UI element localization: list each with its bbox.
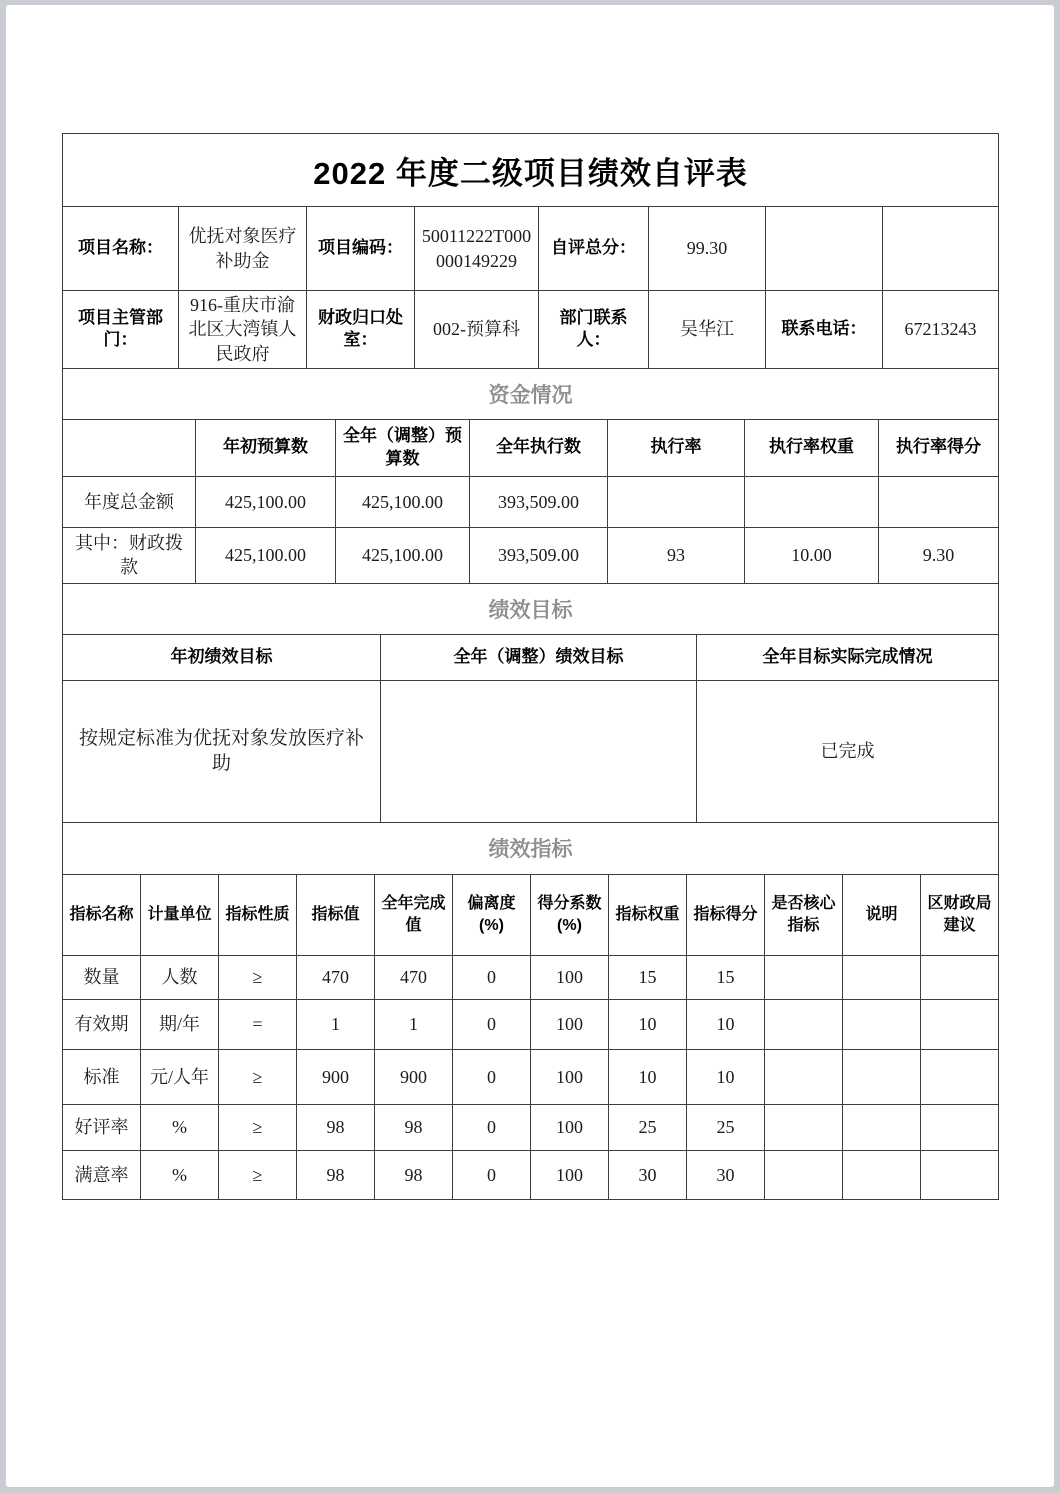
- table-cell: 100: [531, 1150, 609, 1199]
- table-cell: 900: [375, 1049, 453, 1104]
- page-title: 2022 年度二级项目绩效自评表: [63, 134, 999, 207]
- funding-table: [62, 368, 999, 584]
- table-cell: [921, 999, 999, 1049]
- table-row: [63, 680, 999, 822]
- table-cell: 期/年: [141, 999, 219, 1049]
- table-cell: 25: [687, 1104, 765, 1150]
- table-cell: [766, 207, 883, 291]
- column-header: 全年目标实际完成情况: [697, 634, 999, 680]
- project-name-label: 项目名称：: [63, 207, 179, 291]
- section-title-goals: 绩效目标: [63, 583, 999, 634]
- column-header: 年初绩效目标: [63, 634, 381, 680]
- column-header: [63, 419, 196, 476]
- table-cell: 30: [687, 1150, 765, 1199]
- column-header: 指标名称: [63, 874, 141, 955]
- goal-completion-cell: 已完成: [697, 680, 999, 822]
- table-cell: 100: [531, 1049, 609, 1104]
- column-header: 指标得分: [687, 874, 765, 955]
- table-cell: [879, 476, 999, 527]
- table-row: [63, 476, 999, 527]
- contact-person-value: 吴华江: [649, 291, 766, 369]
- table-cell: 98: [375, 1150, 453, 1199]
- row-label: 满意率: [63, 1150, 141, 1199]
- table-cell: 425,100.00: [336, 527, 470, 583]
- table-cell: 393,509.00: [470, 476, 608, 527]
- indicators-table: [62, 822, 999, 1200]
- table-cell: [765, 1104, 843, 1150]
- table-cell: [765, 999, 843, 1049]
- table-cell: ≥: [219, 1150, 297, 1199]
- row-label: 好评率: [63, 1104, 141, 1150]
- table-cell: [843, 1049, 921, 1104]
- self-score-label: 自评总分：: [539, 207, 649, 291]
- section-header-row: [63, 822, 999, 874]
- column-header: 执行率权重: [745, 419, 879, 476]
- table-cell: ≥: [219, 955, 297, 999]
- column-header: 得分系数(%): [531, 874, 609, 955]
- table-cell: 0: [453, 1104, 531, 1150]
- column-header: 全年完成值: [375, 874, 453, 955]
- table-cell: %: [141, 1150, 219, 1199]
- column-header: 全年（调整）预算数: [336, 419, 470, 476]
- table-row: [63, 999, 999, 1049]
- phone-value: 67213243: [883, 291, 999, 369]
- table-row: [63, 291, 999, 369]
- adjusted-goal-cell: [381, 680, 697, 822]
- table-cell: [921, 1104, 999, 1150]
- table-cell: [883, 207, 999, 291]
- table-cell: 15: [609, 955, 687, 999]
- column-header: 计量单位: [141, 874, 219, 955]
- table-row: [63, 207, 999, 291]
- column-header: 指标值: [297, 874, 375, 955]
- finance-office-value: 002-预算科: [415, 291, 539, 369]
- table-cell: [843, 955, 921, 999]
- phone-label: 联系电话：: [766, 291, 883, 369]
- initial-goal-cell: 按规定标准为优抚对象发放医疗补助: [63, 680, 381, 822]
- table-cell: ≥: [219, 1049, 297, 1104]
- table-cell: ≥: [219, 1104, 297, 1150]
- table-cell: 470: [375, 955, 453, 999]
- table-cell: [921, 1150, 999, 1199]
- table-cell: [765, 955, 843, 999]
- self-score-value: 99.30: [649, 207, 766, 291]
- document-page: [6, 5, 1054, 1487]
- header-row: [63, 634, 999, 680]
- table-cell: 1: [297, 999, 375, 1049]
- table-cell: 30: [609, 1150, 687, 1199]
- table-cell: [921, 1049, 999, 1104]
- project-code-label: 项目编码：: [307, 207, 415, 291]
- column-header: 年初预算数: [196, 419, 336, 476]
- column-header: 指标权重: [609, 874, 687, 955]
- column-header: 是否核心指标: [765, 874, 843, 955]
- table-cell: 10: [609, 1049, 687, 1104]
- table-cell: 425,100.00: [196, 476, 336, 527]
- table-cell: 0: [453, 1150, 531, 1199]
- department-value: 916-重庆市渝北区大湾镇人民政府: [179, 291, 307, 369]
- column-header: 全年执行数: [470, 419, 608, 476]
- column-header: 说明: [843, 874, 921, 955]
- project-name-value: 优抚对象医疗补助金: [179, 207, 307, 291]
- table-cell: [921, 955, 999, 999]
- project-code-value: 50011222T000000149229: [415, 207, 539, 291]
- table-cell: 93: [608, 527, 745, 583]
- table-cell: %: [141, 1104, 219, 1150]
- table-cell: 98: [297, 1104, 375, 1150]
- table-cell: 人数: [141, 955, 219, 999]
- table-row: [63, 1104, 999, 1150]
- table-cell: [843, 999, 921, 1049]
- table-cell: 470: [297, 955, 375, 999]
- table-cell: [765, 1150, 843, 1199]
- table-cell: 10.00: [745, 527, 879, 583]
- column-header: 偏离度(%): [453, 874, 531, 955]
- section-header-row: [63, 583, 999, 634]
- column-header: 执行率得分: [879, 419, 999, 476]
- table-cell: 15: [687, 955, 765, 999]
- table-cell: 1: [375, 999, 453, 1049]
- table-cell: 9.30: [879, 527, 999, 583]
- table-cell: 10: [687, 999, 765, 1049]
- row-label: 数量: [63, 955, 141, 999]
- table-cell: [843, 1150, 921, 1199]
- table-cell: [745, 476, 879, 527]
- table-cell: 425,100.00: [336, 476, 470, 527]
- header-row: [63, 874, 999, 955]
- table-cell: [608, 476, 745, 527]
- table-cell: 0: [453, 955, 531, 999]
- table-row: [63, 955, 999, 999]
- table-cell: 元/人年: [141, 1049, 219, 1104]
- finance-office-label: 财政归口处室：: [307, 291, 415, 369]
- table-cell: 98: [297, 1150, 375, 1199]
- section-header-row: [63, 368, 999, 419]
- table-cell: 25: [609, 1104, 687, 1150]
- table-cell: 900: [297, 1049, 375, 1104]
- column-header: 指标性质: [219, 874, 297, 955]
- table-row: [63, 1150, 999, 1199]
- column-header: 区财政局建议: [921, 874, 999, 955]
- info-table: [62, 133, 999, 369]
- row-label: 其中：财政拨款: [63, 527, 196, 583]
- table-cell: 100: [531, 955, 609, 999]
- table-cell: [843, 1104, 921, 1150]
- department-label: 项目主管部门：: [63, 291, 179, 369]
- table-cell: 98: [375, 1104, 453, 1150]
- header-row: [63, 419, 999, 476]
- row-label: 年度总金额: [63, 476, 196, 527]
- row-label: 标准: [63, 1049, 141, 1104]
- table-cell: 425,100.00: [196, 527, 336, 583]
- table-cell: 100: [531, 999, 609, 1049]
- table-cell: [765, 1049, 843, 1104]
- table-cell: 10: [609, 999, 687, 1049]
- table-cell: 0: [453, 999, 531, 1049]
- table-cell: 393,509.00: [470, 527, 608, 583]
- table-cell: 0: [453, 1049, 531, 1104]
- column-header: 执行率: [608, 419, 745, 476]
- title-row: [63, 134, 999, 207]
- table-row: [63, 1049, 999, 1104]
- section-title-funding: 资金情况: [63, 368, 999, 419]
- row-label: 有效期: [63, 999, 141, 1049]
- goals-table: [62, 583, 999, 823]
- contact-person-label: 部门联系人：: [539, 291, 649, 369]
- table-cell: 100: [531, 1104, 609, 1150]
- table-cell: 10: [687, 1049, 765, 1104]
- evaluation-form: [62, 133, 998, 1200]
- table-row: [63, 527, 999, 583]
- column-header: 全年（调整）绩效目标: [381, 634, 697, 680]
- table-cell: =: [219, 999, 297, 1049]
- section-title-indicators: 绩效指标: [63, 822, 999, 874]
